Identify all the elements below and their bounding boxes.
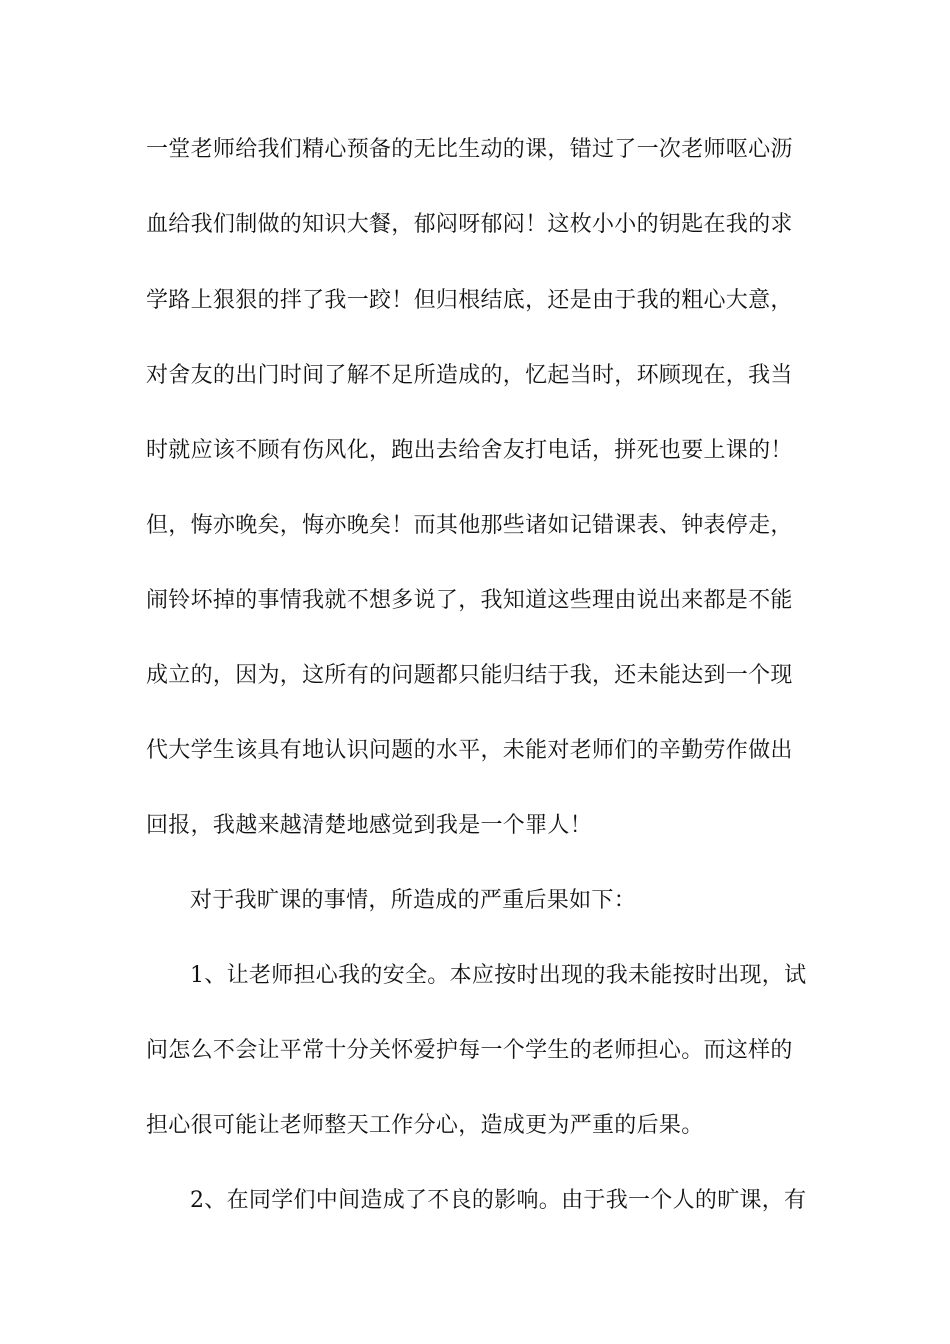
text-line-3: 学路上狠狠的拌了我一跤！但归根结底，还是由于我的粗心大意，: [146, 288, 793, 313]
text-line-15: 2、在同学们中间造成了不良的影响。由于我一个人的旷课，有: [190, 1188, 807, 1213]
text-line-5: 时就应该不顾有伤风化，跑出去给舍友打电话，拼死也要上课的！: [146, 438, 793, 463]
text-line-13: 问怎么不会让平常十分关怀爱护每一个学生的老师担心。而这样的: [146, 1038, 793, 1063]
text-line-11: 对于我旷课的事情，所造成的严重后果如下：: [190, 888, 637, 913]
text-line-7: 闹铃坏掉的事情我就不想多说了，我知道这些理由说出来都是不能: [146, 588, 793, 613]
text-line-14: 担心很可能让老师整天工作分心，造成更为严重的后果。: [146, 1113, 704, 1138]
text-line-9: 代大学生该具有地认识问题的水平，未能对老师们的辛勤劳作做出: [146, 738, 793, 763]
text-line-4: 对舍友的出门时间了解不足所造成的，忆起当时，环顾现在，我当: [146, 363, 793, 388]
text-line-1: 一堂老师给我们精心预备的无比生动的课，错过了一次老师呕心沥: [146, 137, 793, 162]
text-line-2: 血给我们制做的知识大餐，郁闷呀郁闷！这枚小小的钥匙在我的求: [146, 212, 793, 237]
text-line-6: 但，悔亦晚矣，悔亦晚矣！而其他那些诸如记错课表、钟表停走，: [146, 513, 793, 538]
text-line-12: 1、让老师担心我的安全。本应按时出现的我未能按时出现，试: [190, 963, 807, 988]
text-line-10: 回报，我越来越清楚地感觉到我是一个罪人！: [146, 813, 593, 838]
text-line-8: 成立的，因为，这所有的问题都只能归结于我，还未能达到一个现: [146, 663, 793, 688]
